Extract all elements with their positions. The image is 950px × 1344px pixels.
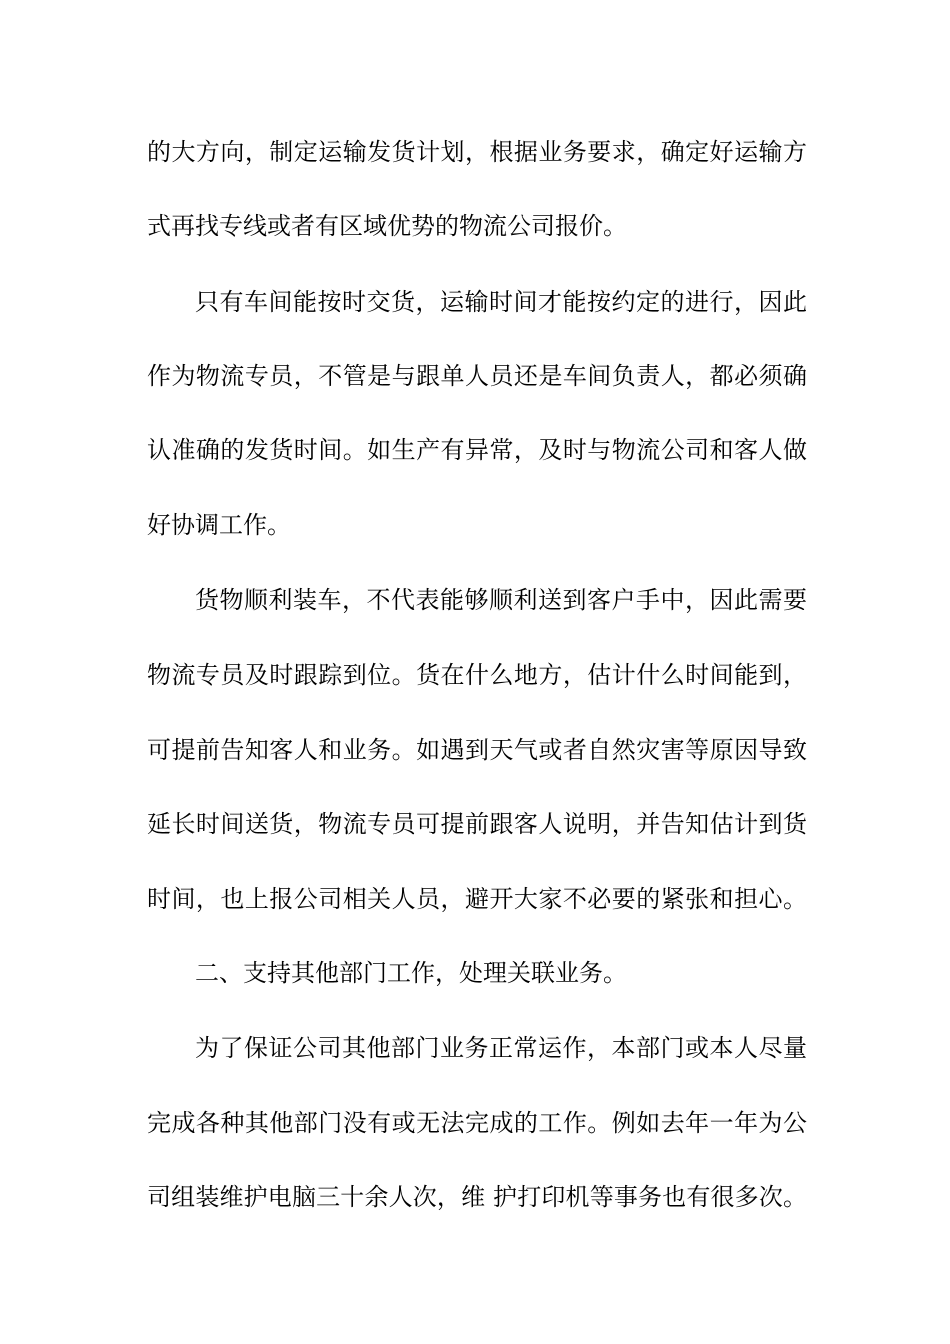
paragraph-line: 延长时间送货，物流专员可提前跟客人说明，并告知估计到货: [147, 810, 807, 838]
paragraph-line: 完成各种其他部门没有或无法完成的工作。例如去年一年为公: [147, 1109, 807, 1137]
paragraph-line: 为了保证公司其他部门业务正常运作，本部门或本人尽量: [195, 1034, 807, 1062]
paragraph-line: 可提前告知客人和业务。如遇到天气或者自然灾害等原因导致: [147, 736, 807, 764]
paragraph-line: 好协调工作。: [147, 511, 291, 539]
paragraph-line: 认准确的发货时间。如生产有异常，及时与物流公司和客人做: [147, 436, 807, 464]
paragraph-line: 时间，也上报公司相关人员，避开大家不必要的紧张和担心。: [147, 885, 807, 913]
paragraph-line: 只有车间能按时交货，运输时间才能按约定的进行，因此: [195, 288, 807, 316]
paragraph-line: 物流专员及时跟踪到位。货在什么地方，估计什么时间能到，: [147, 661, 807, 689]
paragraph-line: 作为物流专员，不管是与跟单人员还是车间负责人，都必须确: [147, 362, 807, 390]
section-heading: 二、支持其他部门工作，处理关联业务。: [195, 959, 627, 987]
paragraph-line: 司组装维护电脑三十余人次，维 护打印机等事务也有很多次。: [147, 1183, 807, 1211]
paragraph-line: 式再找专线或者有区域优势的物流公司报价。: [147, 212, 627, 240]
paragraph-line: 货物顺利装车，不代表能够顺利送到客户手中，因此需要: [195, 586, 807, 614]
paragraph-line: 的大方向，制定运输发货计划，根据业务要求，确定好运输方: [147, 138, 807, 166]
